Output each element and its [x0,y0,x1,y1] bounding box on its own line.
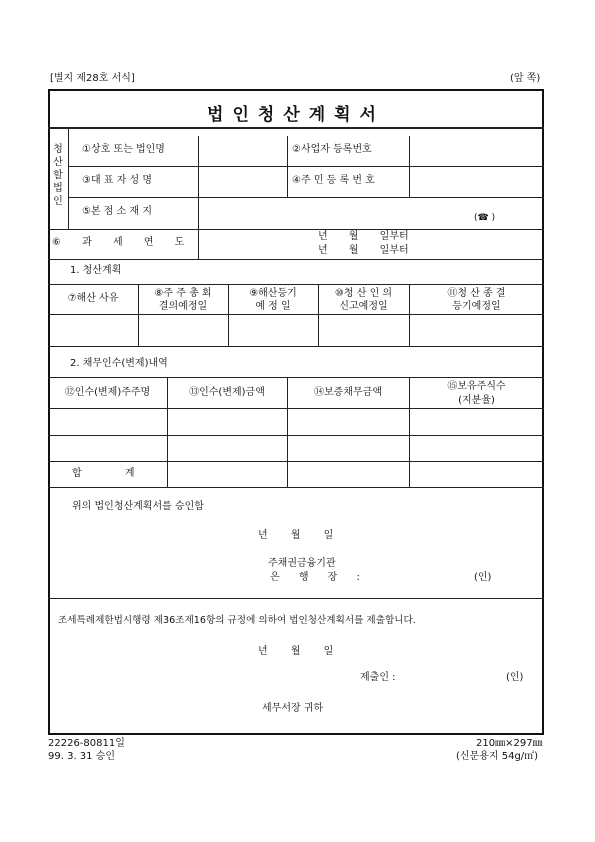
total-label: 합 계 [72,468,135,479]
col-liquidator-report: ⑩청 산 인 의 [334,288,393,299]
col-shareholder-meeting-sub: 결의예정일 [158,301,208,312]
grid-line [48,487,544,488]
grid-line [68,128,69,229]
tax-office-addressee: 세무서장 귀하 [262,703,324,714]
col-guaranteed-debt: ⑭보증채무금액 [314,387,382,398]
col-liquidator-report-sub: 신고예정일 [339,301,388,312]
col-dissolution-registration: ⑨해산등기 [249,288,297,299]
col-dissolution-reason: ⑦해산 사유 [67,293,119,304]
submitter-label: 제출인 : [360,672,396,683]
grid-line [48,259,544,260]
approval-date: 년 월 일 [258,530,334,541]
section2-heading: 2. 채무인수(변제)내역 [70,358,168,369]
grid-line [68,197,544,198]
grid-line [48,598,544,599]
grid-line [68,166,544,167]
grid-line [48,284,544,285]
grid-line [409,136,410,197]
col-shareholder-meeting: ⑧주 주 총 회 [154,288,212,299]
footer-paper-type: (신문용지 54g/㎡) [456,751,539,762]
form-title: 법인청산계획서 [207,105,385,125]
grid-line [287,136,288,197]
resident-number-label: ④주 민 등 록 번 호 [292,175,375,186]
grid-line [48,377,544,378]
grid-line [48,408,544,409]
main-creditor-bank-label: 주채권금융기관 [268,558,336,569]
representative-name-label: ③대 표 자 성 명 [82,175,152,186]
submission-text: 조세특례제한법시행령 제36조제16항의 규정에 의하여 법인청산계획서를 제출합니다. [58,615,416,626]
col-liquidation-closing: ⑪청 산 종 결 [447,288,506,299]
period-from: 년 월 일부터 [318,231,409,242]
grid-line [198,136,199,197]
head-office-label: ⑤본 점 소 재 지 [82,206,152,217]
applicant-vertical-label: 청산할법인 [53,144,63,207]
fiscal-year-label: ⑥ 과 세 연 도 [52,237,185,248]
grid-line [48,461,544,462]
footer-form-code: 22226-80811일 [48,738,125,749]
bank-head-label: 은 행 장 : [270,572,360,583]
footer-paper-size: 210㎜×297㎜ [476,738,543,749]
section1-heading: 1. 청산계획 [70,265,122,276]
approval-seal: (인) [474,572,492,583]
col-repayment-amount: ⑬인수(변제)금액 [189,387,265,398]
period-to: 년 월 일부터 [318,245,409,256]
grid-line [48,314,544,315]
col-shares-held-sub: (지분율) [458,395,495,406]
footer-approval-date: 99. 3. 31 승인 [48,751,116,762]
grid-line [198,197,199,259]
grid-line [48,435,544,436]
col-dissolution-registration-sub: 예 정 일 [255,301,291,312]
col-shares-held: ⑮보유주식수 [447,381,506,392]
grid-line [409,377,410,487]
col-liquidation-closing-sub: 등기예정일 [452,301,501,312]
form-number: [별지 제28호 서식] [50,73,135,84]
title-underline [48,127,544,129]
grid-line [48,346,544,347]
page-side: (앞 쪽) [510,73,541,84]
company-name-label: ①상호 또는 법인명 [82,144,165,155]
submission-date: 년 월 일 [258,646,334,657]
business-number-label: ②사업자 등록번호 [292,144,372,155]
approval-text: 위의 법인청산계획서를 승인함 [72,501,204,512]
grid-line [48,229,544,230]
submitter-seal: (인) [506,672,524,683]
col-repayment-shareholder: ⑫인수(변제)주주명 [64,387,151,398]
phone-label: (☎ ) [474,213,496,223]
